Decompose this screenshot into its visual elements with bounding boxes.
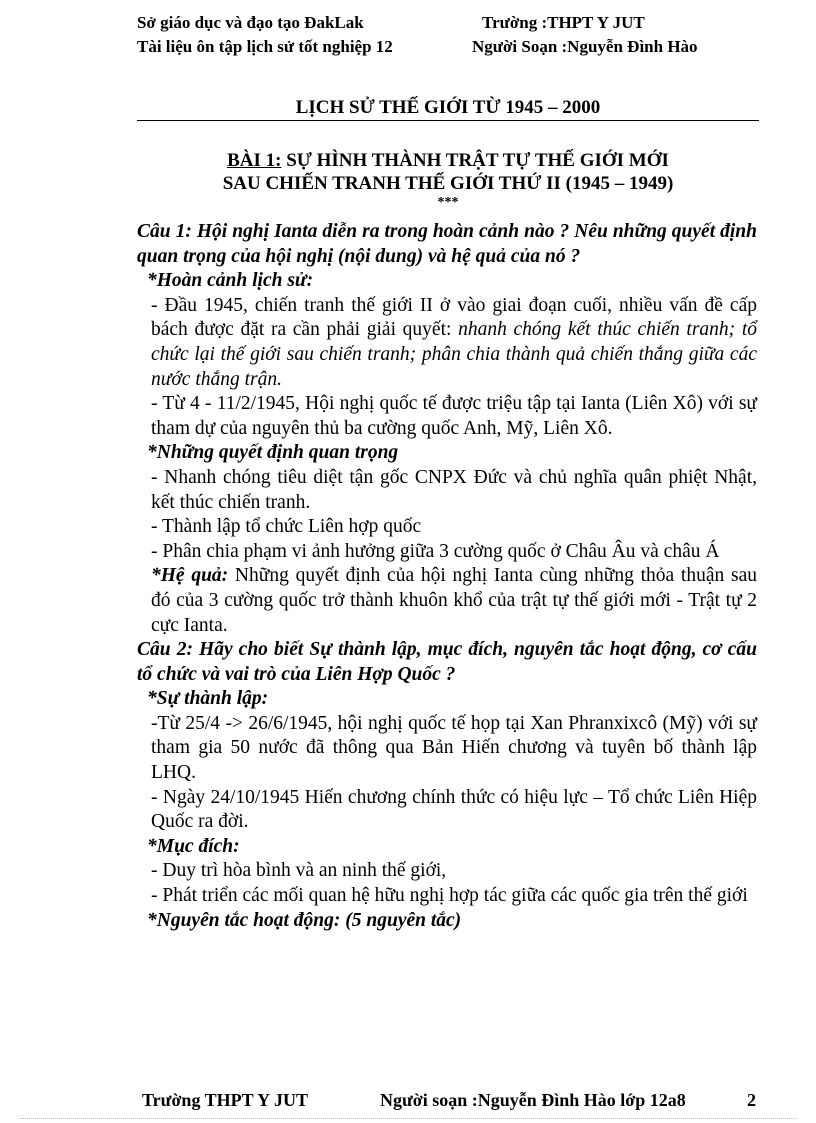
q1-decision-item: - Thành lập tổ chức Liên hợp quốc [151, 516, 422, 538]
header-author: Người Soạn :Nguyễn Đình Hào [472, 37, 698, 56]
header-school: Trường :THPT Y JUT [482, 13, 645, 32]
header-line-2 [137, 36, 698, 58]
lesson-heading-line-1 [137, 149, 759, 172]
lesson-stars: *** [437, 195, 459, 210]
lesson-label: BÀI 1: [227, 150, 282, 171]
q2-principles-heading: *Nguyên tắc hoạt động: (5 nguyên tắc) [147, 909, 462, 931]
footer-school: Trường THPT Y JUT [142, 1090, 308, 1110]
q1-consequence-label: *Hệ quả: [151, 565, 229, 587]
header-line-1 [137, 12, 645, 34]
q2-founding-item: -Từ 25/4 -> 26/6/1945, hội nghị quốc tế họp tại Xan Phranxixcô (Mỹ) với sự tham gia 50 nước đã thông qua Bản Hiến chương và tuyên bố thành lập LHQ. [151, 712, 757, 784]
q1-decisions-heading: *Những quyết định quan trọng [147, 442, 399, 464]
q1-context-italic: nhanh chóng kết thúc chiến tranh; tổ chức lại thế giới sau chiến tranh; phân chia thành quả chiến thắng giữa các nước thắng trận. [151, 319, 757, 390]
q1-consequence [137, 564, 757, 638]
lesson-title-line-1: SỰ HÌNH THÀNH TRẬT TỰ THẾ GIỚI MỚI [281, 150, 669, 171]
q1-context-lead: - Đầu 1945, chiến tranh thế giới II ở vào giai đoạn cuối, nhiều vấn đề cấp bách được đặt ra cần phải giải quyết: [151, 294, 757, 341]
footer-page-number: 2 [747, 1090, 756, 1110]
q1-context-heading: *Hoàn cảnh lịch sử: [147, 270, 314, 292]
q2-founding-item: - Ngày 24/10/1945 Hiến chương chính thức có hiệu lực – Tổ chức Liên Hiệp Quốc ra đời. [151, 786, 757, 833]
question-2: Câu 2: Hãy cho biết Sự thành lập, mục đích, nguyên tắc hoạt động, cơ cấu tổ chức và vai trò của Liên Hợp Quốc ? [137, 639, 757, 685]
q2-purpose-item: - Phát triển các mối quan hệ hữu nghị hợp tác giữa các quốc gia trên thế giới [151, 885, 748, 907]
document-body [137, 220, 757, 933]
lesson-title-line-2: SAU CHIẾN TRANH THẾ GIỚI THỨ II (1945 – 1949) [222, 173, 674, 194]
question-1: Câu 1: Hội nghị Ianta diễn ra trong hoàn cảnh nào ? Nêu những quyết định quan trọng của hội nghị (nội dung) và hệ quả của nó ? [137, 221, 757, 267]
q2-purpose-item: - Duy trì hòa bình và an ninh thế giới, [151, 860, 447, 882]
q1-context-paragraph-1 [137, 294, 757, 392]
footer-author: Người soạn :Nguyễn Đình Hào lớp 12a8 [380, 1090, 686, 1110]
footer-divider [20, 1118, 796, 1119]
q1-decision-item: - Nhanh chóng tiêu diệt tận gốc CNPX Đức và chủ nghĩa quân phiệt Nhật, kết thúc chiến tranh. [151, 466, 757, 513]
header-department: Sở giáo dục và đạo tạo ĐakLak [137, 13, 364, 32]
title-rule [137, 120, 759, 121]
q2-founding-heading: *Sự thành lập: [147, 688, 269, 710]
header-doc-title: Tài liệu ôn tập lịch sử tốt nghiệp 12 [137, 37, 393, 56]
page-title: LỊCH SỬ THẾ GIỚI TỪ 1945 – 2000 [295, 97, 601, 118]
q2-purpose-heading: *Mục đích: [147, 835, 240, 857]
q1-consequence-text: Những quyết định của hội nghị Ianta cùng những thỏa thuận sau đó của 3 cường quốc trở thành khuôn khổ của trật tự thế giới mới - Trật tự 2 cực Ianta. [151, 565, 758, 636]
q1-decision-item: - Phân chia phạm vi ảnh hưởng giữa 3 cường quốc ở Châu Âu và châu Á [151, 540, 720, 562]
q1-context-paragraph-2: - Từ 4 - 11/2/1945, Hội nghị quốc tế được triệu tập tại Ianta (Liên Xô) với sự tham dự của nguyên thủ ba cường quốc Anh, Mỹ, Liên Xô. [151, 393, 757, 439]
